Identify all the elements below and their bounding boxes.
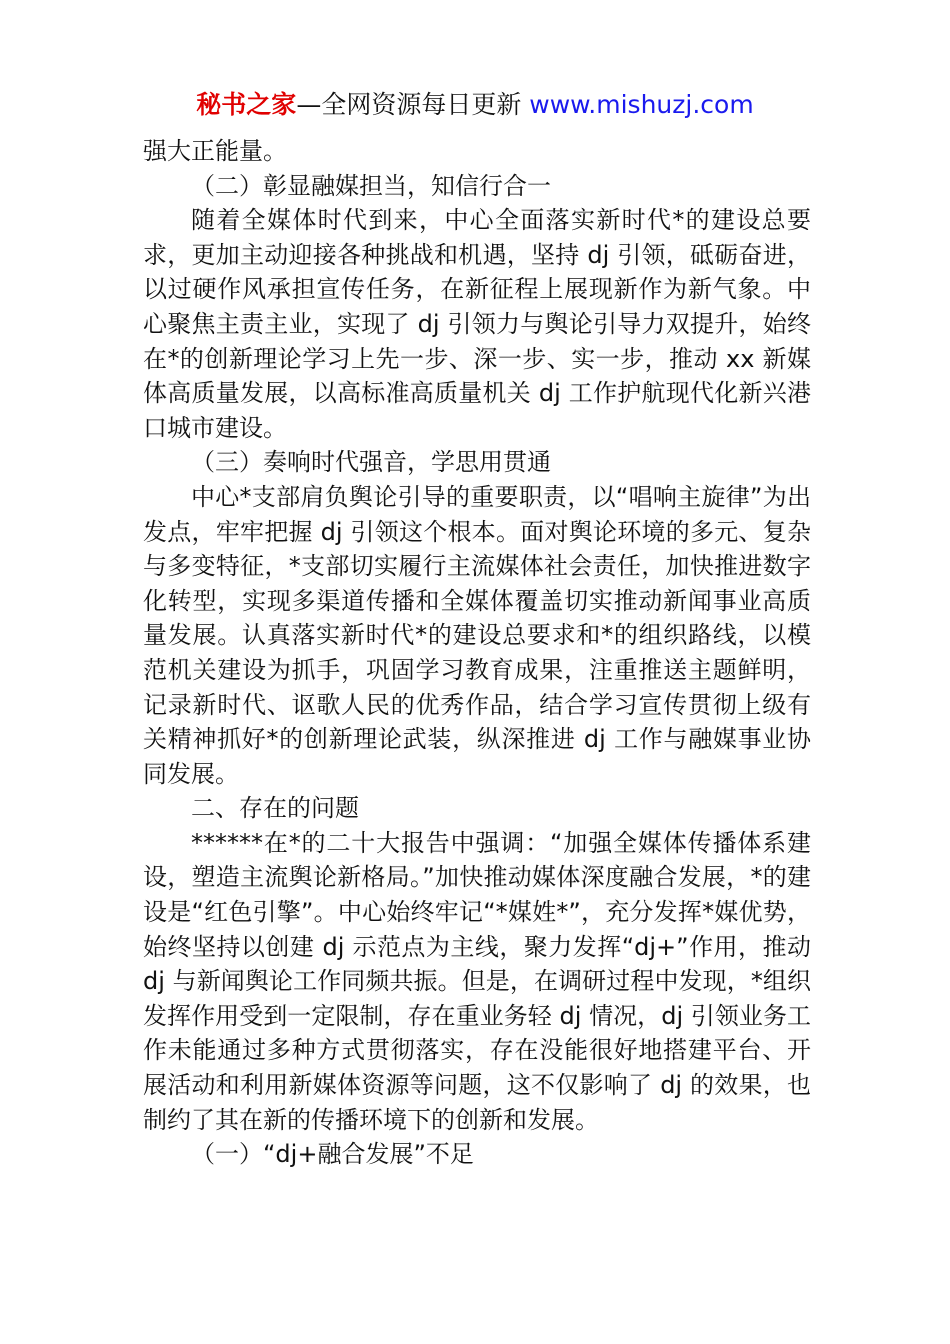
brand-name: 秘书之家 <box>196 90 297 119</box>
paragraph: ******在*的二十大报告中强调：“加强全媒体传播体系建设，塑造主流舆论新格局。”加快推动媒体深度融合发展，*的建设是“红色引擎”。中心始终牢记“*媒姓*”，充分发挥*媒优势，始终坚持以创建 dj 示范点为主线，聚力发挥“dj+”作用，推动 dj 与新闻舆论工作同频共振。但是，在调研过程中发现，*组织发挥作用受到一定限制，存在重业务轻 dj 情况，dj 引领业务工作未能通过多种方式贯彻落实，存在没能很好地搭建平台、开展活动和利用新媒体资源等问题，这不仅影响了 dj 的效果，也制约了其在新的传播环境下的创新和发展。 <box>143 828 811 1134</box>
section-heading: （三）奏响时代强音，学思用贯通 <box>191 448 551 477</box>
document-body <box>143 134 811 1172</box>
site-url-link[interactable]: www.mishuzj.com <box>529 90 754 119</box>
header-tagline: —全网资源每日更新 <box>296 90 530 119</box>
section-heading: （二）彰显融媒担当，知信行合一 <box>191 171 551 200</box>
paragraph: 随着全媒体时代到来，中心全面落实新时代*的建设总要求，更加主动迎接各种挑战和机遇，坚持 dj 引领，砥砺奋进，以过硬作风承担宣传任务，在新征程上展现新作为新气象。中心聚焦主责主业，实现了 dj 引领力与舆论引导力双提升，始终在*的创新理论学习上先一步、深一步、实一步，推动 xx 新媒体高质量发展，以高标准高质量机关 dj 工作护航现代化新兴港口城市建设。 <box>143 206 811 442</box>
paragraph: 中心*支部肩负舆论引导的重要职责，以“唱响主旋律”为出发点，牢牢把握 dj 引领这个根本。面对舆论环境的多元、复杂与多变特征，*支部切实履行主流媒体社会责任，加快推进数字化转型，实现多渠道传播和全媒体覆盖切实推动新闻事业高质量发展。认真落实新时代*的建设总要求和*的组织路线，以模范机关建设为抓手，巩固学习教育成果，注重推送主题鲜明，记录新时代、讴歌人民的优秀作品，结合学习宣传贯彻上级有关精神抓好*的创新理论武装，纵深推进 dj 工作与融媒事业协同发展。 <box>143 482 811 788</box>
section-heading: 二、存在的问题 <box>191 794 359 823</box>
site-header <box>0 88 950 122</box>
section-heading: （一）“dj+融合发展”不足 <box>191 1140 474 1169</box>
paragraph: 强大正能量。 <box>143 137 287 165</box>
